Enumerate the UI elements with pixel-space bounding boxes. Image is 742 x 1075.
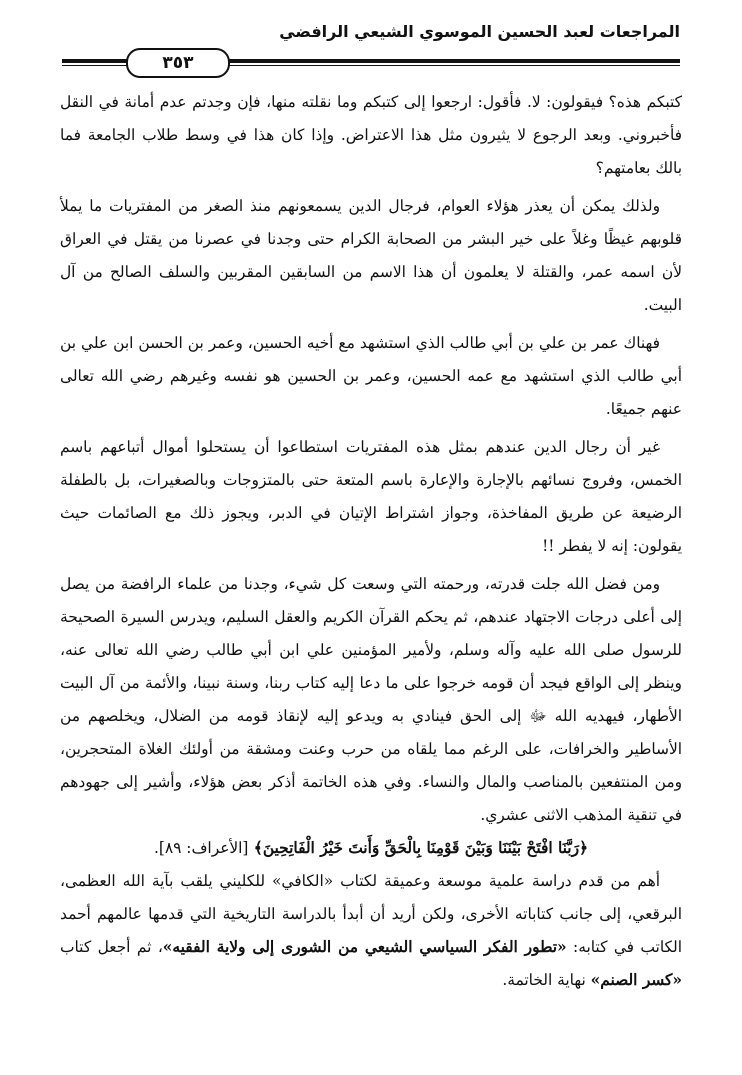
paragraph-3: فهناك عمر بن علي بن أبي طالب الذي استشهد مع أخيه الحسين، وعمر بن الحسن ابن علي بن أبي طالب الذي استشهد مع عمه الحسين، وعمر بن الحسين هو نفسه وغيرهم رضي الله تعالى عنهم جميعًا. <box>60 334 682 418</box>
book-title-2: «كسر الصنم» <box>590 971 682 989</box>
paragraph-4: غير أن رجال الدين عندهم بمثل هذه المفتريات استطاعوا أن يستحلوا أموال أتباعهم باسم الخمس، وفروج نسائهم بالإجارة والإعارة باسم المتعة حتى بالمتزوجات وبالصغيرات، بل بالطفلة الرضيعة عن طريق المفاخذة، وجواز اشتراط الإتيان في الدبر، ويجوز ذلك مع الصائمات حيث يقولون: إنه لا يفطر !! <box>60 438 682 555</box>
book-title-1: «تطور الفكر السياسي الشيعي من الشورى إلى ولاية الفقيه» <box>162 938 567 956</box>
paragraph-6-text-c: نهاية الخاتمة. <box>502 971 591 989</box>
verse-reference: [الأعراف: ٨٩]. <box>153 839 249 857</box>
page-body <box>60 86 682 997</box>
quran-verse <box>60 832 682 865</box>
paragraph-1: كتبكم هذه؟ فيقولون: لا. فأقول: ارجعوا إلى كتبكم وما نقلته منها، فإن وجدتم عدم أمانة في النقل فأخبروني. وبعد الرجوع لا يثيرون مثل هذا الاعتراض. وإذا كان هذا في وسط طلاب الجامعة فما بالك بعامتهم؟ <box>60 93 682 177</box>
paragraph-5: ومن فضل الله جلت قدرته، ورحمته التي وسعت كل شيء، وجدنا من علماء الرافضة من يصل إلى أعلى درجات الاجتهاد عندهم، ثم يحكم القرآن الكريم والعقل السليم، ويدرس السيرة الصحيحة للرسول صلى الله عليه وآله وسلم، ولأمير المؤمنين علي ابن أبي طالب رضي الله تعالى عنه، وينظر إلى الواقع فيجد أن قومه خرجوا على ما دعا إليه كتاب ربنا، وسنة نبينا، والأئمة من آل البيت الأطهار، فيهديه الله ﷻ إلى الحق فينادي به ويدعو إليه لإنقاذ قومه من الضلال، ويخلصهم من الأساطير والخرافات، على الرغم مما يلقاه من حرب وعنت ومشقة من أولئك الغلاة المتحجرين، ومن المنتفعين بالمناصب والمال والنساء. وفي هذه الخاتمة أذكر بعض هؤلاء، وأشير إلى جهودهم في تنقية المذهب الاثنى عشري. <box>60 575 682 824</box>
verse-text: ﴿رَبَّنَا افْتَحْ بَيْنَنَا وَبَيْنَ قَوْمِنَا بِالْحَقِّ وَأَنتَ خَيْرُ الْفَاتِحِينَ﴾ <box>253 839 589 857</box>
paragraph-6-text-a: أهم من قدم دراسة علمية موسعة وعميقة لكتاب «الكافي» للكليني يلقب بآية الله العظمى، البرقعي، إلى جانب كتاباته الأخرى، ولكن أريد أن أبدأ بالدراسة التاريخية التي قدمها عالمهم أحمد الكاتب في كتابه: <box>60 872 682 956</box>
page-number: ٣٥٣ <box>126 48 230 78</box>
paragraph-6-text-b: ، ثم أجعل كتاب <box>60 938 163 956</box>
paragraph-2: ولذلك يمكن أن يعذر هؤلاء العوام، فرجال الدين يسمعونهم منذ الصغر من المفتريات ما يملأ قلوبهم غيظًا وغلاً على خير البشر من الصحابة الكرام حتى وجدنا في عصرنا من يقتل في العراق لأن اسمه عمر، والقتلة لا يعلمون أن هذا الاسم من السابقين المقربين والسلف الصالح من آل البيت. <box>60 197 682 314</box>
page-header <box>62 10 680 76</box>
running-title: المراجعات لعبد الحسين الموسوي الشيعي الرافضي <box>279 22 680 41</box>
paragraph-6 <box>60 865 682 997</box>
